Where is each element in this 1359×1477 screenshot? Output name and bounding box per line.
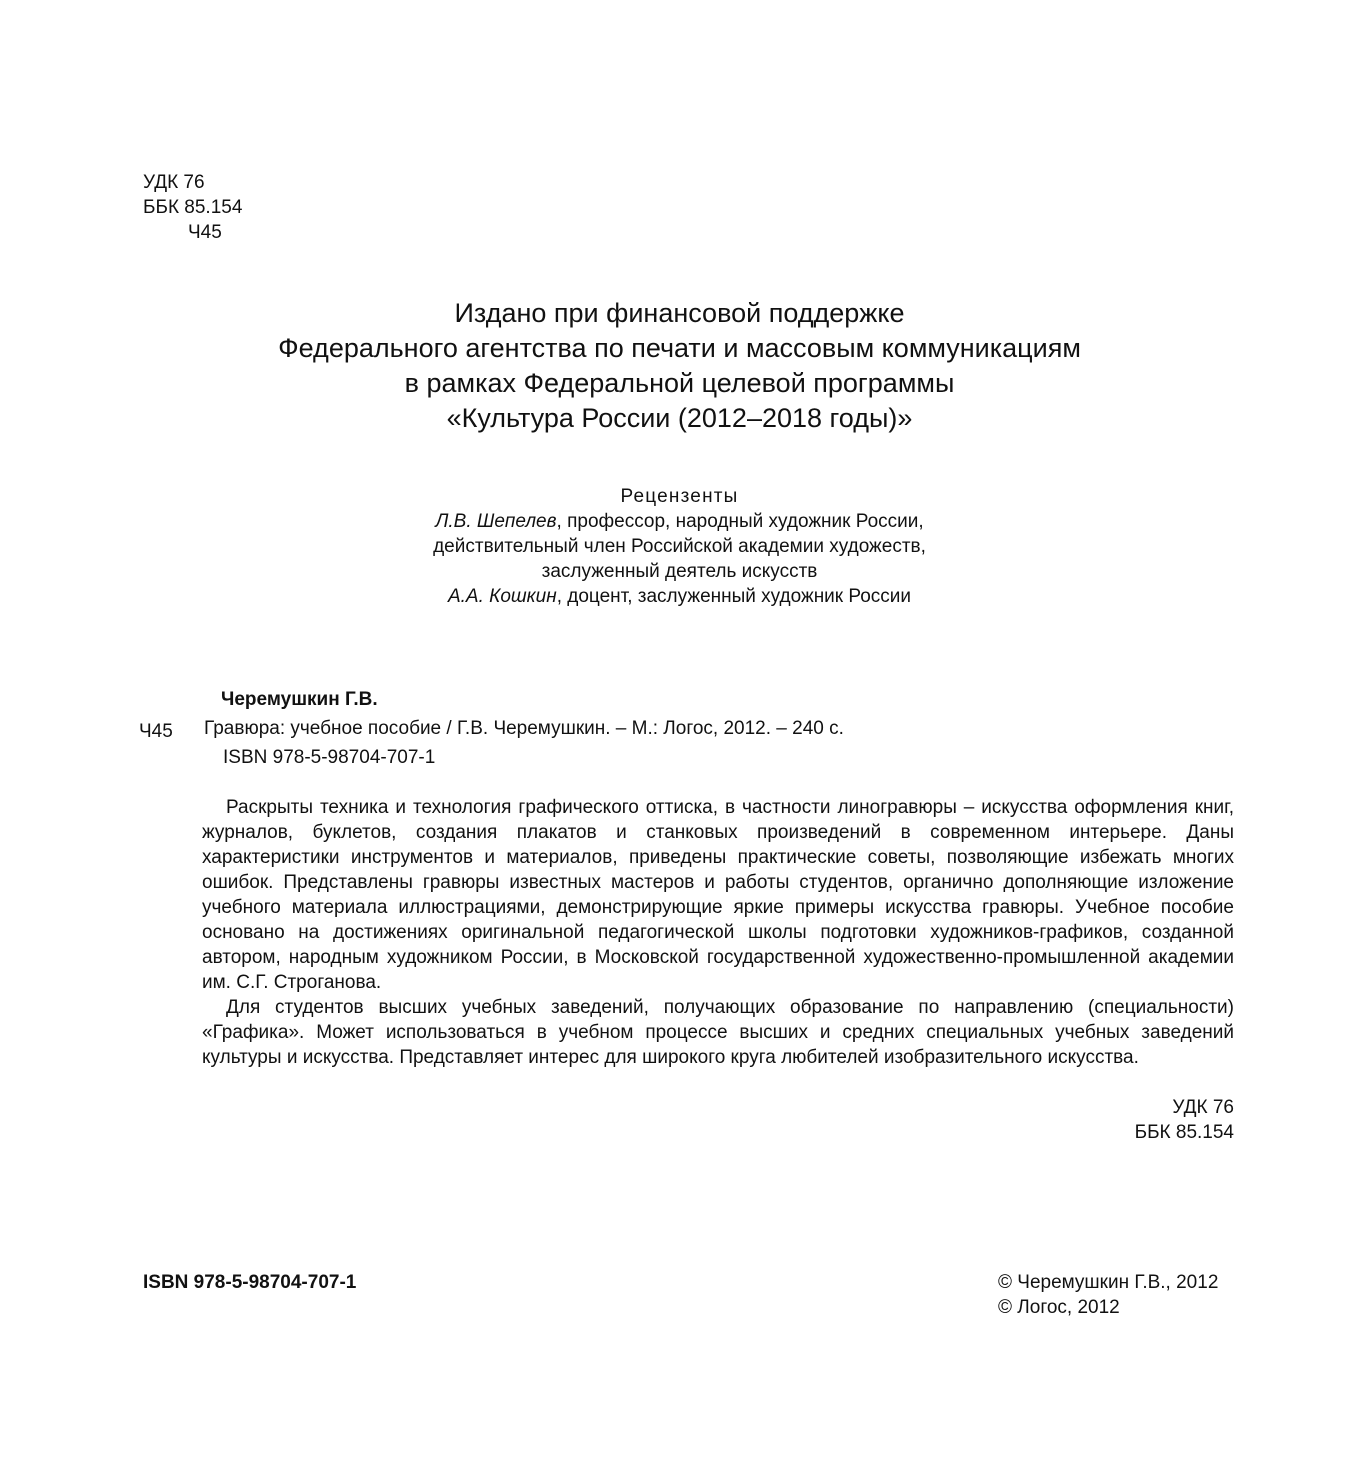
funding-statement <box>0 296 1359 436</box>
bibliographic-author: Черемушкин Г.В. <box>221 689 378 710</box>
reviewer-2-description: , доцент, заслуженный художник России <box>556 586 912 607</box>
reviewers-heading: Рецензенты <box>620 486 739 507</box>
copyright-block <box>998 1270 1218 1320</box>
footer-isbn: ISBN 978-5-98704-707-1 <box>143 1272 357 1293</box>
reviewer-1 <box>0 509 1359 534</box>
annotation <box>202 795 1234 1070</box>
annotation-paragraph-2: Для студентов высших учебных заведений, получающих образование по направлению (специальности) «Графика». Может использоваться в учебном процессе высших и средних специальных учебных заведений культуры и искусства. Представляет интерес для широкого круга любителей изобразительного искусства. <box>202 997 1234 1068</box>
classification-codes-top <box>143 170 242 245</box>
funding-line-4: «Культура России (2012–2018 годы)» <box>446 403 913 433</box>
reviewer-2-name: А.А. Кошкин <box>447 586 557 607</box>
udk-code-bottom: УДК 76 <box>1172 1097 1234 1118</box>
funding-line-1: Издано при финансовой поддержке <box>454 298 905 328</box>
reviewers-block <box>0 484 1359 609</box>
bibliographic-record: Гравюра: учебное пособие / Г.В. Черемушкин. – М.: Логос, 2012. – 240 с. <box>204 718 844 739</box>
bibliographic-author-mark: Ч45 <box>139 721 173 742</box>
copyright-author: © Черемушкин Г.В., 2012 <box>998 1272 1219 1293</box>
bbk-code: ББК 85.154 <box>143 197 243 218</box>
classification-codes-bottom <box>1135 1095 1234 1145</box>
copyright-publisher: © Логос, 2012 <box>998 1297 1120 1318</box>
reviewer-1-description: , профессор, народный художник России, <box>556 511 924 532</box>
reviewer-1-line-2: действительный член Российской академии художеств, <box>433 536 926 557</box>
author-mark: Ч45 <box>188 222 222 243</box>
funding-line-2: Федерального агентства по печати и массовым коммуникациям <box>278 333 1081 363</box>
reviewer-1-line-3: заслуженный деятель искусств <box>541 561 818 582</box>
annotation-paragraph-1: Раскрыты техника и технология графического оттиска, в частности линогравюры – искусства оформления книг, журналов, буклетов, создания плакатов и станковых произведений в современном интерьере. Даны характеристики инструментов и материалов, приведены практические советы, позволяющие избежать многих ошибок. Представлены гравюры известных мастеров и работы студентов, органично дополняющие изложение учебного материала иллюстрациями, демонстрирующие яркие примеры искусства гравюры. Учебное пособие основано на достижениях оригинальной педагогической школы подготовки художников-графиков, созданной автором, народным художником России, в Московской государственной художественно-промышленной академии им. С.Г. Строганова. <box>202 797 1234 993</box>
bbk-code-bottom: ББК 85.154 <box>1134 1122 1234 1143</box>
bibliographic-isbn: ISBN 978-5-98704-707-1 <box>223 747 436 768</box>
funding-line-3: в рамках Федеральной целевой программы <box>404 368 955 398</box>
udk-code: УДК 76 <box>143 172 205 193</box>
reviewer-2 <box>0 584 1359 609</box>
reviewer-1-name: Л.В. Шепелев <box>435 511 557 532</box>
